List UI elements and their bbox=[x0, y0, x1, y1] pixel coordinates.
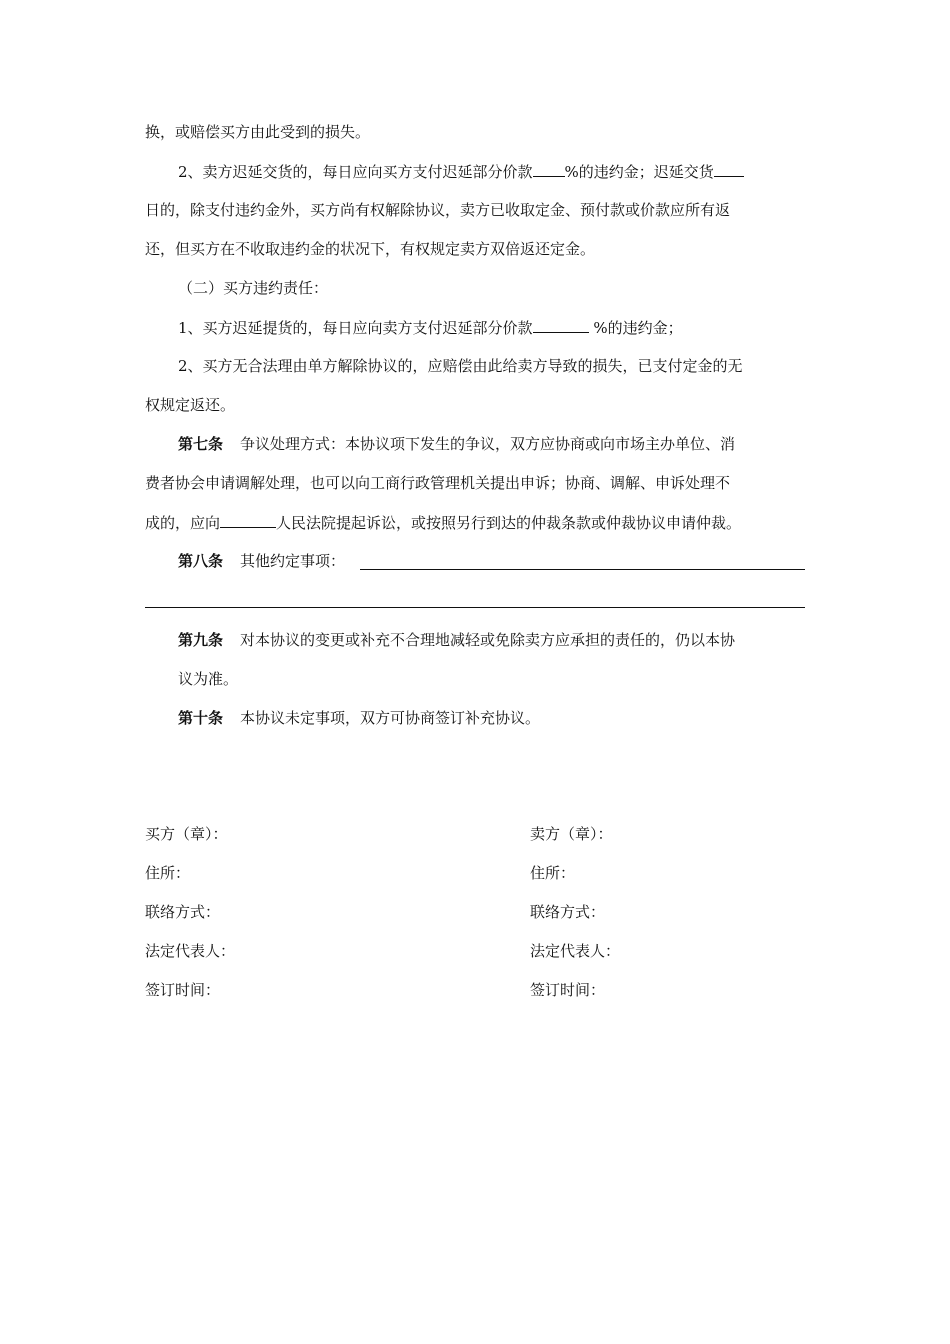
article-9-line2: 议为准。 bbox=[178, 670, 239, 688]
blank-field bbox=[220, 512, 276, 528]
buyer-clause-2-line2: 权规定返还。 bbox=[145, 396, 236, 414]
blank-field bbox=[714, 161, 744, 177]
buyer-clause-1: 1、买方迟延提货的，每日应向卖方支付迟延部分价款 %的违约金； bbox=[178, 319, 683, 337]
blank-line bbox=[360, 569, 805, 570]
paragraph-continuation: 换，或赔偿买方由此受到的损失。 bbox=[145, 123, 371, 141]
seller-clause-2-line3: 还，但买方在不收取违约金的状况下，有权规定卖方双倍返还定金。 bbox=[145, 240, 596, 258]
seller-sign-date-label: 签订时间： bbox=[530, 981, 606, 999]
article-10: 第十条 本协议未定事项，双方可协商签订补充协议。 bbox=[178, 709, 541, 727]
seller-seal-label: 卖方（章）： bbox=[530, 825, 613, 843]
article-9-line1: 第九条 对本协议的变更或补充不合理地减轻或免除卖方应承担的责任的，仍以本协 bbox=[178, 631, 736, 649]
buyer-clause-2-line1: 2、买方无合法理由单方解除协议的，应赔偿由此给卖方导致的损失，已支付定金的无 bbox=[178, 357, 743, 375]
seller-clause-2-line2: 日的，除支付违约金外，买方尚有权解除协议，卖方已收取定金、预付款或价款应所有返 bbox=[145, 201, 731, 219]
blank-field bbox=[533, 161, 565, 177]
blank-line bbox=[145, 607, 805, 608]
article-8: 第八条 其他约定事项： bbox=[178, 552, 346, 570]
article-7-line2: 费者协会申请调解处理，也可以向工商行政管理机关提出申诉；协商、调解、申诉处理不 bbox=[145, 474, 731, 492]
seller-address-label: 住所： bbox=[530, 864, 576, 882]
seller-legal-rep-label: 法定代表人： bbox=[530, 942, 621, 960]
seller-contact-label: 联络方式： bbox=[530, 903, 606, 921]
buyer-sign-date-label: 签订时间： bbox=[145, 981, 221, 999]
seller-clause-2-line1: 2、卖方迟延交货的，每日应向买方支付迟延部分价款 %的违约金；迟延交货 bbox=[178, 161, 744, 182]
article-7-line3: 成的，应向 人民法院提起诉讼，或按照另行到达的仲裁条款或仲裁协议申请仲裁。 bbox=[145, 514, 742, 532]
buyer-legal-rep-label: 法定代表人： bbox=[145, 942, 236, 960]
buyer-contact-label: 联络方式： bbox=[145, 903, 221, 921]
buyer-seal-label: 买方（章）： bbox=[145, 825, 228, 843]
article-7-line1: 第七条 争议处理方式：本协议项下发生的争议，双方应协商或向市场主办单位、消 bbox=[178, 435, 736, 453]
buyer-address-label: 住所： bbox=[145, 864, 191, 882]
buyer-liability-heading: （二）买方违约责任： bbox=[178, 279, 329, 297]
blank-field bbox=[533, 317, 589, 333]
